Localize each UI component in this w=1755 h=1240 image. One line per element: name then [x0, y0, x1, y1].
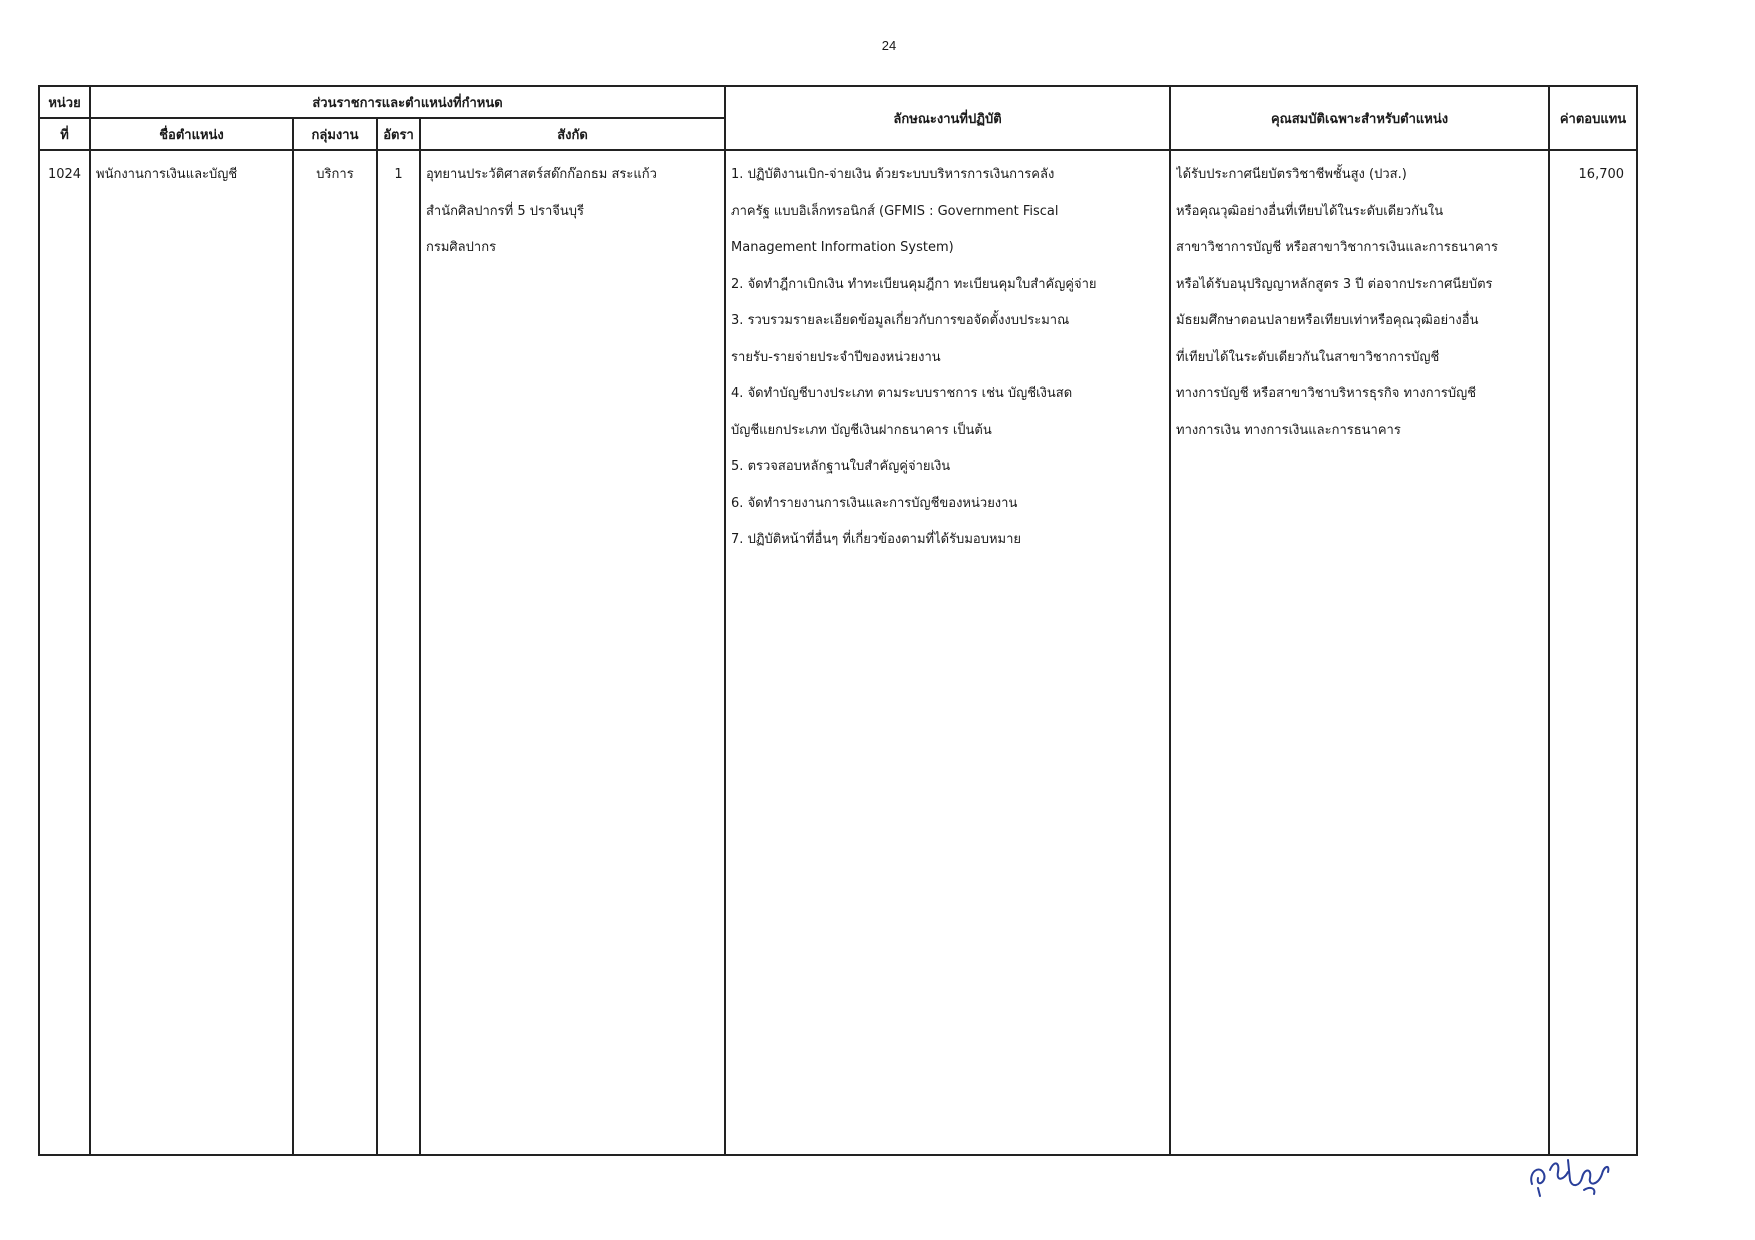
duty-line: 2. จัดทำฎีกาเบิกเงิน ทำทะเบียนคุมฎีกา ทะเบียนคุมใบสำคัญคู่จ่าย [731, 276, 1097, 292]
qualification-line: ทางการบัญชี หรือสาขาวิชาบริหารธุรกิจ ทางการบัญชี [1176, 386, 1477, 401]
header-qualifications: คุณสมบัติเฉพาะสำหรับตำแหน่ง [1170, 86, 1549, 150]
header-group: ส่วนราชการและตำแหน่งที่กำหนด [90, 86, 725, 118]
qualification-line: ได้รับประกาศนียบัตรวิชาชีพชั้นสูง (ปวส.) [1176, 167, 1407, 182]
duty-line: Management Information System) [731, 240, 954, 255]
table-row [39, 150, 1637, 1155]
header-rate: อัตรา [377, 118, 420, 150]
qualification-line: ทางการเงิน ทางการเงินและการธนาคาร [1176, 422, 1401, 438]
duty-line: รายรับ-รายจ่ายประจำปีของหน่วยงาน [731, 349, 941, 365]
header-affiliation: สังกัด [420, 118, 725, 150]
signature-icon [1524, 1150, 1614, 1198]
duty-line: 1. ปฏิบัติงานเบิก-จ่ายเงิน ด้วยระบบบริหารการเงินการคลัง [731, 167, 1055, 182]
duty-line: ภาครัฐ แบบอิเล็กทรอนิกส์ (GFMIS : Government Fiscal [731, 203, 1059, 219]
qualification-line: ที่เทียบได้ในระดับเดียวกันในสาขาวิชาการบัญชี [1176, 349, 1440, 365]
unit-no: 1024 [47, 167, 82, 182]
affiliation-line: กรมศิลปากร [426, 240, 497, 255]
header-compensation: ค่าตอบแทน [1549, 86, 1637, 150]
cell-unit-no [39, 150, 90, 1155]
cell-compensation [1549, 150, 1637, 1155]
duty-line: 6. จัดทำรายงานการเงินและการบัญชีของหน่วยงาน [731, 495, 1018, 511]
cell-affiliation [420, 150, 725, 1155]
qualification-line: สาขาวิชาการบัญชี หรือสาขาวิชาการเงินและการธนาคาร [1176, 240, 1498, 255]
duty-line: 3. รวบรวมรายละเอียดข้อมูลเกี่ยวกับการขอจัดตั้งงบประมาณ [731, 313, 1070, 328]
duty-line: 5. ตรวจสอบหลักฐานใบสำคัญคู่จ่ายเงิน [731, 459, 951, 474]
position-table [38, 85, 1638, 1156]
duty-line: 7. ปฏิบัติหน้าที่อื่นๆ ที่เกี่ยวข้องตามที่ได้รับมอบหมาย [731, 532, 1021, 547]
header-duties: ลักษณะงานที่ปฏิบัติ [725, 86, 1170, 150]
cell-duties [725, 150, 1170, 1155]
cell-work-group [293, 150, 377, 1155]
affiliation-line: อุทยานประวัติศาสตร์สด๊กก๊อกธม สระแก้ว [426, 167, 657, 182]
qualification-line: หรือได้รับอนุปริญญาหลักสูตร 3 ปี ต่อจากประกาศนียบัตร [1176, 276, 1493, 292]
header-unit-top: หน่วย [39, 86, 90, 118]
header-work-group: กลุ่มงาน [293, 118, 377, 150]
position-name: พนักงานการเงินและบัญชี [96, 167, 238, 182]
header-unit-bottom: ที่ [39, 118, 90, 150]
rate: 1 [394, 167, 403, 182]
affiliation-line: สำนักศิลปากรที่ 5 ปราจีนบุรี [426, 203, 584, 219]
cell-position-name [90, 150, 293, 1155]
compensation: 16,700 [1578, 167, 1625, 182]
work-group: บริการ [316, 167, 354, 182]
duty-line: บัญชีแยกประเภท บัญชีเงินฝากธนาคาร เป็นต้น [731, 422, 992, 438]
duty-line: 4. จัดทำบัญชีบางประเภท ตามระบบราชการ เช่น บัญชีเงินสด [731, 386, 1073, 401]
cell-qualifications [1170, 150, 1549, 1155]
page-number: 24 [881, 38, 897, 53]
header-position-name: ชื่อตำแหน่ง [90, 118, 293, 150]
cell-rate [377, 150, 420, 1155]
qualification-line: มัธยมศึกษาตอนปลายหรือเทียบเท่าหรือคุณวุฒิอย่างอื่น [1176, 313, 1479, 328]
qualification-line: หรือคุณวุฒิอย่างอื่นที่เทียบได้ในระดับเดียวกันใน [1176, 203, 1444, 219]
